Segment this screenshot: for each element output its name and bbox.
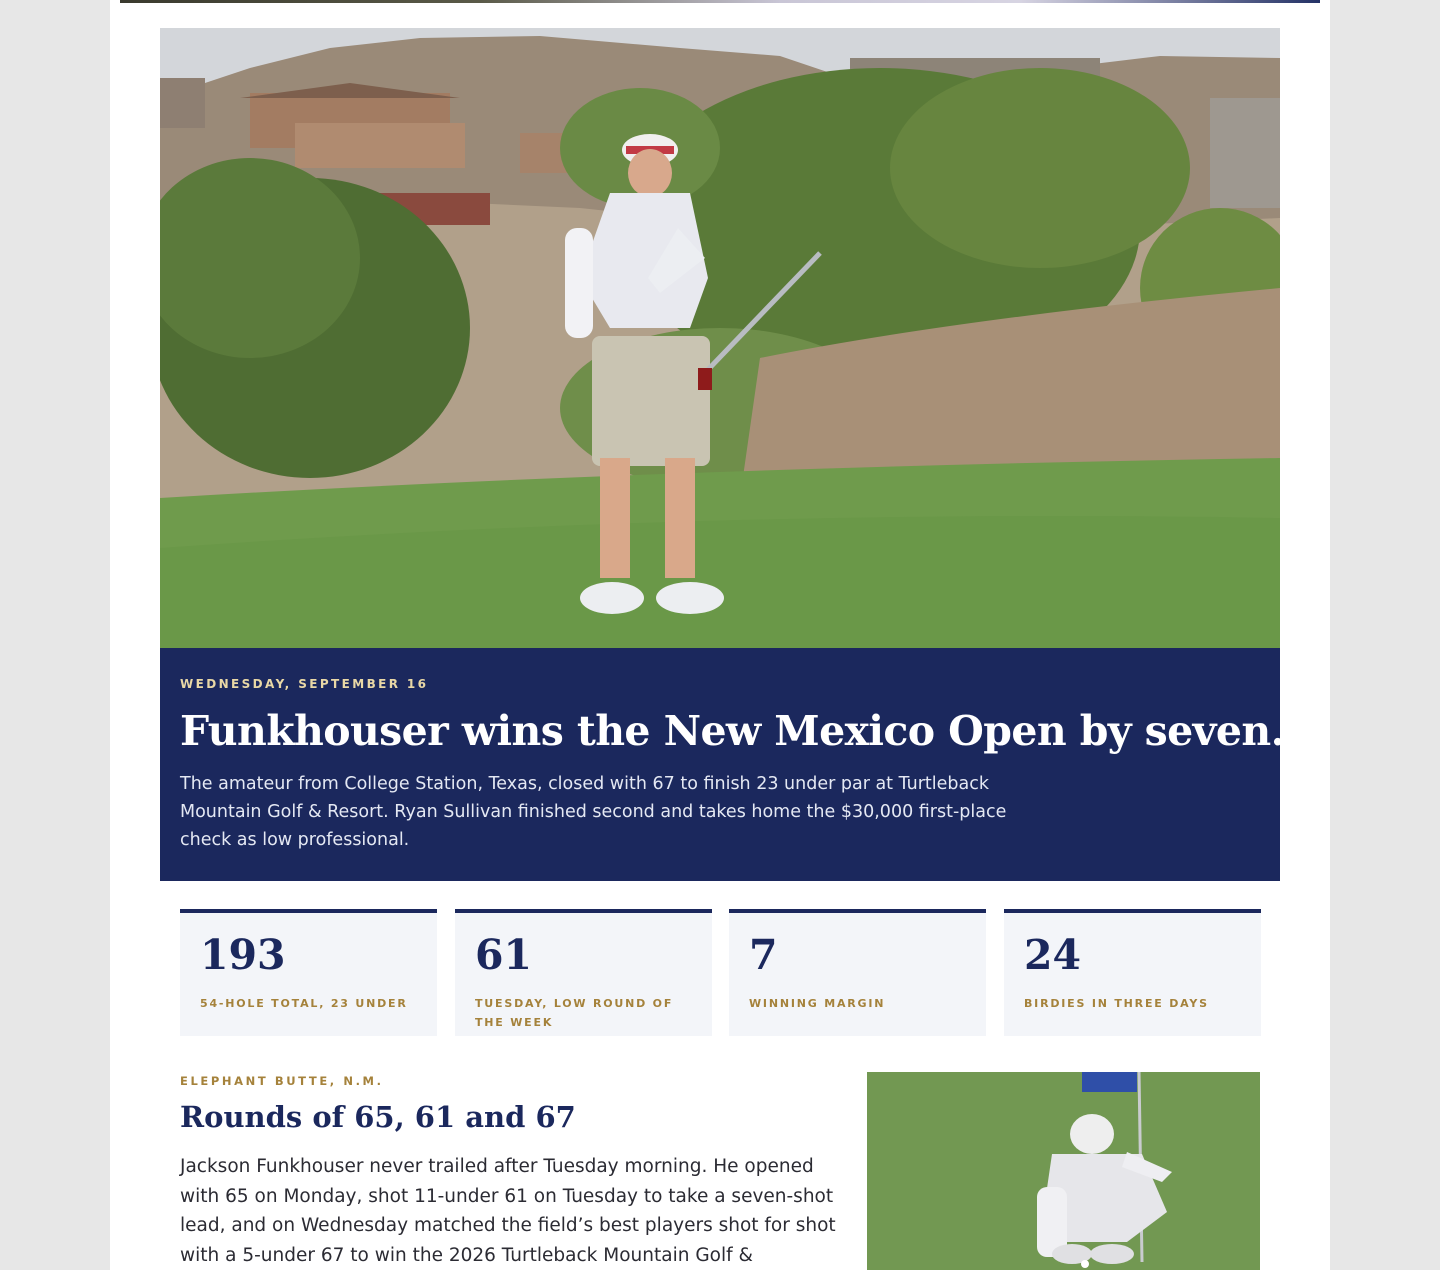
stat-card [180,909,437,1036]
hero-photo [160,28,1280,648]
stat-label: WINNING MARGIN [749,997,886,1010]
article [180,1072,850,1270]
stat-label: BIRDIES IN THREE DAYS [1024,997,1209,1010]
story-date: WEDNESDAY, SEPTEMBER 16 [180,677,429,691]
hero-caption-band [160,648,1285,881]
stat-card [455,909,712,1036]
stats-row [180,909,1260,1036]
stat-value: 61 [475,931,533,979]
article-title: Rounds of 65, 61 and 67 [180,1100,576,1134]
stat-label: 54-HOLE TOTAL, 23 UNDER [200,997,408,1010]
story-summary: The amateur from College Station, Texas, closed with 67 to finish 23 under par at Turtleback Mountain Golf & Resort. Ryan Sullivan finished second and takes home the $30,000 first-place check as low professional. [180,774,1007,850]
previous-story-image-strip [120,0,1320,3]
side-photo [867,1072,1260,1270]
story-headline[interactable]: Funkhouser wins the New Mexico Open by seven. [180,707,1285,755]
page [110,0,1330,1270]
stat-label: TUESDAY, LOW ROUND OF THE WEEK [475,997,674,1029]
stat-value: 24 [1024,931,1082,979]
stat-value: 7 [749,931,778,979]
article-dateline: ELEPHANT BUTTE, N.M. [180,1074,384,1088]
stat-card [729,909,986,1036]
stat-value: 193 [200,931,286,979]
golfer-marking-ball-photo-icon [867,1072,1260,1270]
golfer-celebrating-photo-icon [160,28,1280,648]
stat-card [1004,909,1261,1036]
article-body: Jackson Funkhouser never trailed after Tuesday morning. He opened with 65 on Monday, shot 11-under 61 on Tuesday to take a seven-shot lead, and on Wednesday matched the field’s best players shot for shot with a 5-under 67 to win the 2026 Turtleback Mountain Golf & [180,1156,836,1266]
